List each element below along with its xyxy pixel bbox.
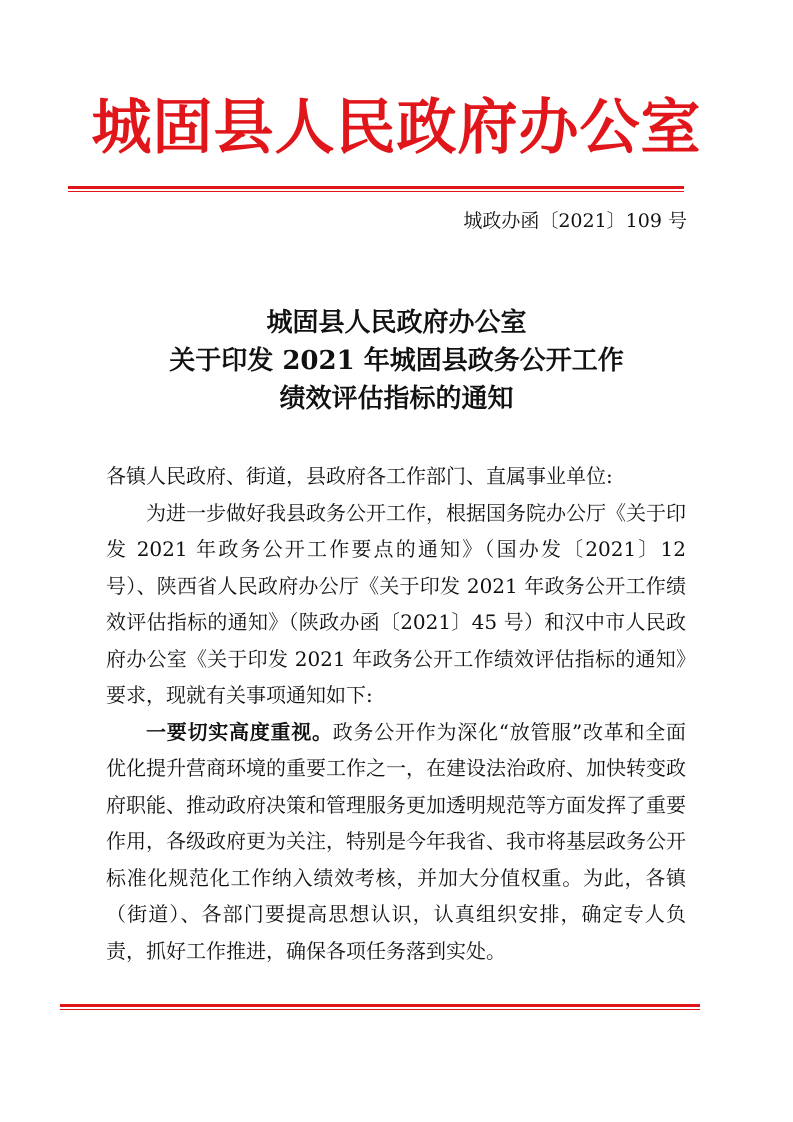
paragraph-section-1	[106, 714, 686, 970]
document-body	[106, 458, 686, 969]
salutation: 各镇人民政府、街道，县政府各工作部门、直属事业单位:	[106, 464, 613, 488]
title-line-1: 城固县人民政府办公室	[266, 308, 527, 338]
title-line-3: 绩效评估指标的通知	[279, 384, 514, 414]
section-text: 政务公开作为深化“放管服”改革和全面优化提升营商环境的重要工作之一，在建设法治政府、加快转变政府职能、推动政府决策和管理服务更加透明规范等方面发挥了重要作用，各级政府更为关注，特别是今年我省、我市将基层政务公开标准化规范化工作纳入绩效考核，并加大分值权重。为此，各镇（街道）、各部门要提高思想认识，认真组织安排，确定专人负责，抓好工作推进，确保各项任务落到实处。	[106, 719, 687, 963]
document-title	[0, 304, 793, 418]
title-line-2: 关于印发 2021 年城固县政务公开工作	[169, 346, 624, 376]
agency-header-title: 城固县人民政府办公室	[91, 93, 702, 163]
footer-red-rule-thin	[60, 1009, 700, 1010]
section-heading: 一要切实高度重视。	[146, 719, 333, 744]
footer-red-rule-thick	[60, 1004, 700, 1007]
paragraph-intro: 为进一步做好我县政务公开工作，根据国务院办公厅《关于印发 2021 年政务公开工作要点的通知》（国办发〔2021〕12 号）、陕西省人民政府办公厅《关于印发 2021 年政务公开工作绩效评估指标的通知》（陕政办函〔2021〕45 号）和汉中市人民政府办公室《关于印发 2021 年政务公开工作绩效评估指标的通知》要求，现就有关事项通知如下:	[106, 500, 686, 707]
header-red-rule-thin	[68, 191, 684, 192]
header-red-rule-thick	[68, 186, 684, 189]
document-number: 城政办函〔2021〕109 号	[463, 210, 687, 232]
